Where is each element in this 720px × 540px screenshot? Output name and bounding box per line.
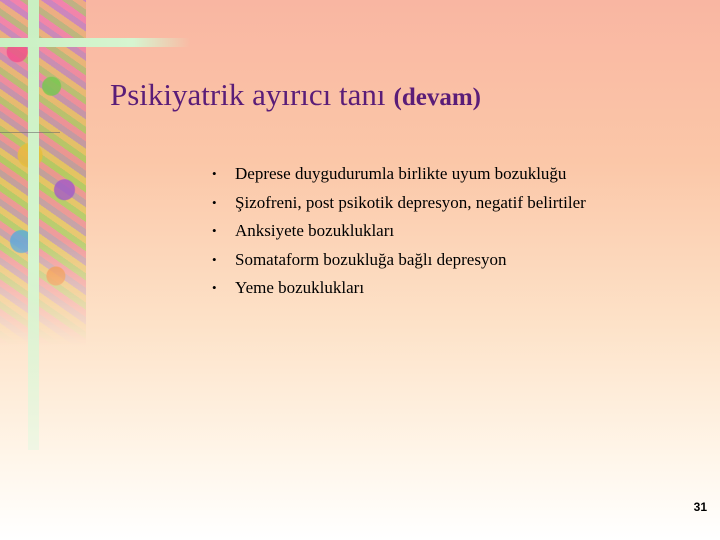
bullet-text: Şizofreni, post psikotik depresyon, negatif belirtiler xyxy=(235,192,586,212)
list-item xyxy=(212,160,586,189)
bullet-text: Yeme bozuklukları xyxy=(235,278,365,297)
bullet-list xyxy=(212,160,586,303)
list-item xyxy=(212,217,586,246)
page-number: 31 xyxy=(693,500,707,514)
bullet-text: Somataform bozukluğa bağlı depresyon xyxy=(235,249,507,269)
bullet-icon: • xyxy=(212,166,217,181)
bullet-text: Deprese duygudurumla birlikte uyum bozukluğu xyxy=(235,164,567,183)
list-item xyxy=(212,246,586,275)
bullet-icon: • xyxy=(212,223,217,238)
slide-title-sub: (devam) xyxy=(393,84,481,111)
decorative-mosaic xyxy=(0,0,86,345)
bullet-text: Anksiyete bozuklukları xyxy=(235,221,395,240)
divider-line xyxy=(0,132,60,133)
vertical-accent-stripe xyxy=(28,0,39,450)
list-item xyxy=(212,189,586,218)
horizontal-accent-stripe xyxy=(0,38,190,47)
bullet-icon: • xyxy=(212,194,217,210)
bullet-icon: • xyxy=(212,280,217,295)
slide-title-main: Psikiyatrik ayırıcı tanı xyxy=(110,77,386,112)
list-item xyxy=(212,274,586,303)
slide-title xyxy=(110,76,481,113)
bullet-icon: • xyxy=(212,251,217,267)
